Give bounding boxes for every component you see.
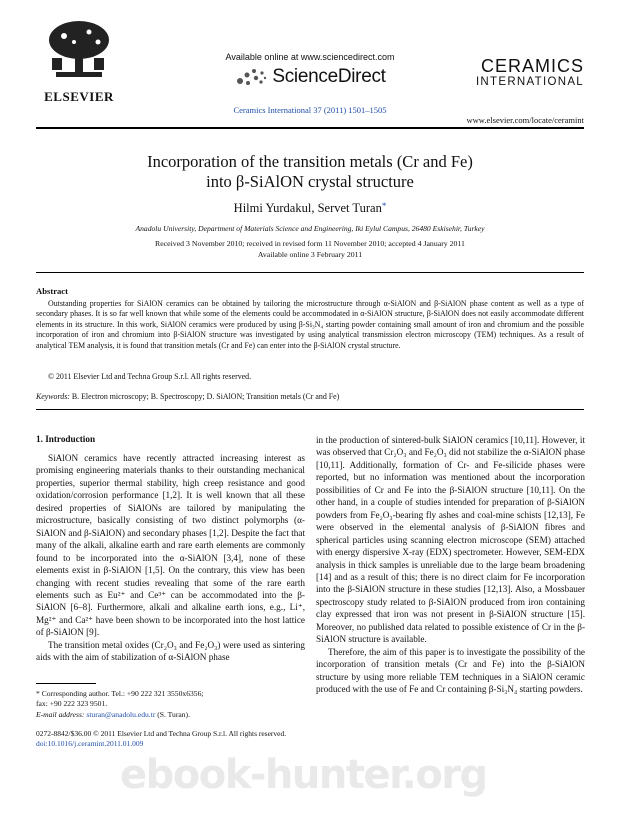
doi-link[interactable]: doi:10.1016/j.ceramint.2011.01.009 [36, 739, 144, 748]
header-divider [36, 127, 584, 129]
journal-url[interactable]: www.elsevier.com/locate/ceramint [466, 115, 584, 125]
issn-block [36, 729, 396, 749]
title-line-2: into β-SiAlON crystal structure [206, 172, 414, 191]
sciencedirect-logo [185, 52, 435, 88]
abstract-copyright: © 2011 Elsevier Ltd and Techna Group S.r.l. All rights reserved. [48, 372, 252, 381]
journal-reference-link[interactable]: Ceramics International 37 (2011) 1501–1505 [233, 105, 387, 115]
platform-name: ScienceDirect [272, 66, 386, 87]
footnote-divider [36, 683, 96, 684]
available-online: Available online at www.sciencedirect.com [225, 52, 395, 62]
elsevier-logo [40, 18, 118, 110]
abstract-divider [36, 272, 584, 273]
email-link[interactable]: sturan@anadolu.edu.tr [86, 709, 156, 719]
title-line-1: Incorporation of the transition metals (Cr and Fe) [147, 152, 473, 171]
intro-paragraph-4: Therefore, the aim of this paper is to investigate the possibility of the incorporation of transition metals (Cr and Fe) into the β-SiAlON structure by using more reliable TEM techniques in a SiAlON ceramic produced with the use of Fe and Cr containing β-Si₃N₄ starting powders. [316, 646, 585, 695]
publisher-name: ELSEVIER [44, 89, 114, 104]
email-suffix: (S. Turan). [157, 709, 190, 719]
keywords [36, 392, 339, 401]
corresponding-author: * Corresponding author. Tel.: +90 222 321 3550x6356; [36, 689, 204, 698]
right-column [316, 434, 585, 696]
watermark: ebook-hunter.org [120, 752, 487, 798]
available-date: Available online 3 February 2011 [257, 250, 363, 259]
article-dates [40, 238, 580, 260]
keywords-label: Keywords: [36, 392, 70, 401]
sciencedirect-dots-icon [234, 67, 268, 87]
keywords-divider [36, 409, 584, 410]
footnote [36, 689, 305, 720]
abstract-text: Outstanding properties for SiAlON ceramics can be obtained by tailoring the microstructure through α-SiAlON and β-SiAlON phase content as well as a type of secondary phases. It is so far well known that while some of the elements could be accommodated in α-SiAlON structure, β-SiAlON does not easily accommodate different elements in its structure. In this work, SiAlON ceramics were produced by using β-Si₃N₄ starting powder containing small amount of iron and chromium and the possible incorporation of iron and chromium into β-SiAlON structure was investigated by using analytical transmission electron microscopy (TEM) techniques. As a result of analytical TEM analysis, it is found that transition metals (Cr and Fe) can enter into the β-SiAlON crystal structure. [36, 299, 584, 350]
intro-paragraph-2: The transition metal oxides (Cr₂O₃ and Fe₂O₃) were used as sintering aids with the aim of stabilization of α-SiAlON phase [36, 639, 305, 663]
journal-title-line1: CERAMICS [480, 56, 584, 76]
abstract-heading: Abstract [36, 286, 68, 296]
email-line [36, 710, 305, 720]
received-dates: Received 3 November 2010; received in revised form 11 November 2010; accepted 4 January 2011 [155, 239, 465, 248]
issn-line: 0272-8842/$36.00 © 2011 Elsevier Ltd and Techna Group S.r.l. All rights reserved. [36, 729, 287, 738]
intro-paragraph-3: in the production of sintered-bulk SiAlON ceramics [10,11]. However, it was observed that Cr₂O₃ and Fe₂O₃ did not stabilize the α-SiAlON phase [10,11]. Additionally, formation of Cr- and Fe-silicide phases were reported, but no information was mentioned about the incorporation possibilities of Cr and Fe into the β-SiAlON structure [10,11]. On the other hand, in a couple of studies intended for preparation of β-SiAlON powders from Fe₂O₃-bearing fly ashes and coal-mine schists [12,13], Fe were observed in the elemental analysis of β-SiAlON fibres and spherical particles using scanning electron microscope (SEM) attached with energy dispersive X-ray (EDX) spectrometer. However, SEM-EDX analysis in thick samples is unreliable due to the large beam broadening [14] and as a result of this; there is no direct claim for Fe incorporation into the β-SiAlON structure in these studies [12,13]. Also, a Mossbauer spectroscopy study related to β-SiAlON produced from iron containing clay expressed that iron was not present in β-SiAlON structure [15]. Moreover, no published data related to possible existence of Cr in the β-SiAlON structure is available. [316, 435, 585, 645]
section-heading-introduction: 1. Introduction [36, 434, 96, 444]
email-label: E-mail address: [36, 709, 85, 719]
corresponding-author-mark[interactable]: * [381, 201, 387, 211]
authors [60, 201, 560, 216]
elsevier-tree-icon [44, 18, 114, 82]
keywords-list: B. Electron microscopy; B. Spectroscopy; D. SiAlON; Transition metals (Cr and Fe) [71, 392, 340, 401]
affiliation: Anadolu University, Department of Materials Science and Engineering, Iki Eylul Campus, 26480 Eskisehir, Turkey [135, 224, 485, 233]
intro-paragraph-1: SiAlON ceramics have recently attracted increasing interest as promising engineering materials thanks to their outstanding mechanical properties, superior thermal stability, high creep resistance and good oxidation/corrosion performance [1,2]. It is well known that all these desired properties of SiAlONs are tailored by manipulating the microstructure, basically consisting of two distinct polymorphs (α-SiAlON and β-SiAlON) and secondary phases [1,2]. Despite the fact that many of the alkali, alkaline earth and rare earth elements are commonly found to be incorporated into the α-SiAlON [3,4], none of these elements exist in β-SiAlON [1,5]. On the contrary, this view has been changing with recent studies revealing that some of the rare earth elements such as Eu²⁺ and Ce³⁺ can be accommodated into the β-SiAlON [6–8]. Furthermore, alkali and alkaline earth ions, e.g., Li⁺, Mg²⁺ and Ca²⁺ have been shown to be incorporated into the host lattice of β-SiAlON [9]. [36, 453, 306, 638]
fax-number: fax: +90 222 323 9501. [36, 699, 108, 709]
left-column [36, 452, 305, 664]
journal-title-line2: INTERNATIONAL [475, 76, 584, 88]
author-names: Hilmi Yurdakul, Servet Turan [233, 201, 382, 215]
article-title [60, 152, 560, 192]
journal-logo [476, 56, 584, 88]
